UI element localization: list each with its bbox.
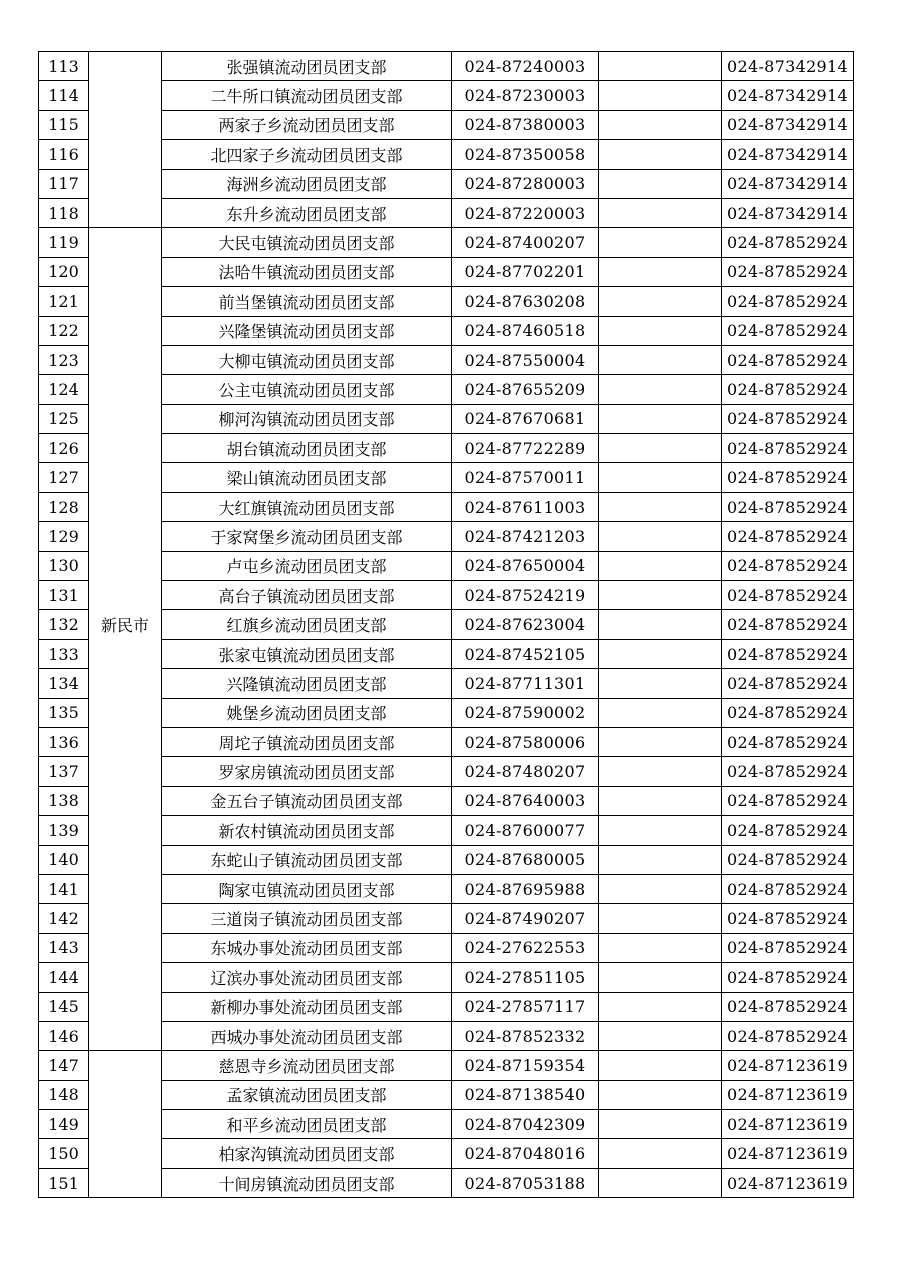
region-cell	[89, 1139, 162, 1168]
blank-cell	[599, 698, 722, 727]
blank-cell	[599, 434, 722, 463]
blank-cell	[599, 81, 722, 110]
region-cell	[89, 963, 162, 992]
branch-phone: 024-87138540	[452, 1080, 599, 1109]
blank-cell	[599, 228, 722, 257]
blank-cell	[599, 669, 722, 698]
branch-phone: 024-87480207	[452, 757, 599, 786]
region-cell	[89, 1110, 162, 1139]
branch-name: 兴隆堡镇流动团员团支部	[162, 316, 452, 345]
branch-name: 公主屯镇流动团员团支部	[162, 375, 452, 404]
blank-cell	[599, 610, 722, 639]
region-cell	[89, 1021, 162, 1050]
region-cell	[89, 874, 162, 903]
branch-name: 胡台镇流动团员团支部	[162, 434, 452, 463]
branch-name: 西城办事处流动团员团支部	[162, 1021, 452, 1050]
branch-phone: 024-87159354	[452, 1051, 599, 1080]
row-number: 115	[39, 110, 89, 139]
table-row	[39, 1021, 854, 1050]
region-cell	[89, 522, 162, 551]
branch-phone: 024-87550004	[452, 345, 599, 374]
branch-name: 慈恩寺乡流动团员团支部	[162, 1051, 452, 1080]
branch-phone: 024-87350058	[452, 140, 599, 169]
branch-phone: 024-87852332	[452, 1021, 599, 1050]
branch-name: 新农村镇流动团员团支部	[162, 816, 452, 845]
row-number: 113	[39, 52, 89, 81]
row-number: 131	[39, 581, 89, 610]
branch-phone: 024-87623004	[452, 610, 599, 639]
branch-phone: 024-87280003	[452, 169, 599, 198]
blank-cell	[599, 581, 722, 610]
branch-phone: 024-27857117	[452, 992, 599, 1021]
blank-cell	[599, 1139, 722, 1168]
contact-phone: 024-87852924	[722, 581, 854, 610]
branch-phone: 024-87655209	[452, 375, 599, 404]
contact-phone: 024-87852924	[722, 786, 854, 815]
row-number: 119	[39, 228, 89, 257]
contact-phone: 024-87852924	[722, 904, 854, 933]
branch-name: 辽滨办事处流动团员团支部	[162, 963, 452, 992]
row-number: 137	[39, 757, 89, 786]
branch-name: 海洲乡流动团员团支部	[162, 169, 452, 198]
region-cell	[89, 257, 162, 286]
region-cell	[89, 639, 162, 668]
table-row	[39, 933, 854, 962]
table-row	[39, 198, 854, 227]
branch-name: 和平乡流动团员团支部	[162, 1110, 452, 1139]
region-cell	[89, 727, 162, 756]
table-body	[39, 52, 854, 1198]
row-number: 133	[39, 639, 89, 668]
branch-phone: 024-87053188	[452, 1168, 599, 1197]
table-row	[39, 287, 854, 316]
row-number: 145	[39, 992, 89, 1021]
blank-cell	[599, 492, 722, 521]
branch-phone: 024-87670681	[452, 404, 599, 433]
branch-phone: 024-87460518	[452, 316, 599, 345]
blank-cell	[599, 786, 722, 815]
region-cell	[89, 404, 162, 433]
branch-phone: 024-87611003	[452, 492, 599, 521]
branch-name: 三道岗子镇流动团员团支部	[162, 904, 452, 933]
blank-cell	[599, 963, 722, 992]
table-row	[39, 816, 854, 845]
row-number: 141	[39, 874, 89, 903]
branch-phone: 024-87240003	[452, 52, 599, 81]
contact-phone: 024-87852924	[722, 669, 854, 698]
table-row	[39, 1139, 854, 1168]
blank-cell	[599, 727, 722, 756]
region-cell	[89, 81, 162, 110]
blank-cell	[599, 169, 722, 198]
table-row	[39, 1080, 854, 1109]
region-cell	[89, 169, 162, 198]
branch-name: 孟家镇流动团员团支部	[162, 1080, 452, 1109]
region-cell	[89, 198, 162, 227]
blank-cell	[599, 816, 722, 845]
row-number: 122	[39, 316, 89, 345]
table-row	[39, 1168, 854, 1197]
region-cell	[89, 698, 162, 727]
row-number: 121	[39, 287, 89, 316]
branch-name: 张强镇流动团员团支部	[162, 52, 452, 81]
region-cell	[89, 492, 162, 521]
branch-phone: 024-87524219	[452, 581, 599, 610]
region-cell	[89, 463, 162, 492]
branch-name: 前当堡镇流动团员团支部	[162, 287, 452, 316]
blank-cell	[599, 639, 722, 668]
region-cell	[89, 551, 162, 580]
contact-phone: 024-87852924	[722, 816, 854, 845]
blank-cell	[599, 522, 722, 551]
contact-phone: 024-87852924	[722, 757, 854, 786]
branch-phone: 024-87680005	[452, 845, 599, 874]
contact-phone: 024-87852924	[722, 845, 854, 874]
contact-phone: 024-87852924	[722, 287, 854, 316]
branch-phone: 024-87048016	[452, 1139, 599, 1168]
table-row	[39, 522, 854, 551]
table-row	[39, 698, 854, 727]
table-row	[39, 639, 854, 668]
table-row	[39, 169, 854, 198]
table-row	[39, 1110, 854, 1139]
blank-cell	[599, 198, 722, 227]
branch-phone: 024-87452105	[452, 639, 599, 668]
contact-phone: 024-87123619	[722, 1168, 854, 1197]
row-number: 126	[39, 434, 89, 463]
region-cell	[89, 375, 162, 404]
row-number: 139	[39, 816, 89, 845]
blank-cell	[599, 375, 722, 404]
region-cell	[89, 581, 162, 610]
branch-phone: 024-87590002	[452, 698, 599, 727]
branch-name: 金五台子镇流动团员团支部	[162, 786, 452, 815]
region-cell: 新民市	[89, 610, 162, 639]
branch-name: 罗家房镇流动团员团支部	[162, 757, 452, 786]
row-number: 146	[39, 1021, 89, 1050]
contact-phone: 024-87852924	[722, 551, 854, 580]
branch-name: 姚堡乡流动团员团支部	[162, 698, 452, 727]
branch-phone: 024-27851105	[452, 963, 599, 992]
row-number: 134	[39, 669, 89, 698]
contact-phone: 024-87852924	[722, 345, 854, 374]
region-cell	[89, 228, 162, 257]
branch-phone: 024-87695988	[452, 874, 599, 903]
contact-phone: 024-87123619	[722, 1139, 854, 1168]
branch-name: 大红旗镇流动团员团支部	[162, 492, 452, 521]
branch-directory-table	[38, 51, 854, 1198]
row-number: 148	[39, 1080, 89, 1109]
blank-cell	[599, 404, 722, 433]
region-cell	[89, 904, 162, 933]
contact-phone: 024-87852924	[722, 1021, 854, 1050]
table-row	[39, 904, 854, 933]
table-row	[39, 345, 854, 374]
row-number: 127	[39, 463, 89, 492]
row-number: 150	[39, 1139, 89, 1168]
branch-name: 卢屯乡流动团员团支部	[162, 551, 452, 580]
row-number: 117	[39, 169, 89, 198]
row-number: 129	[39, 522, 89, 551]
table-row	[39, 375, 854, 404]
row-number: 120	[39, 257, 89, 286]
region-cell	[89, 287, 162, 316]
blank-cell	[599, 904, 722, 933]
branch-name: 东城办事处流动团员团支部	[162, 933, 452, 962]
blank-cell	[599, 1080, 722, 1109]
row-number: 132	[39, 610, 89, 639]
branch-phone: 024-87220003	[452, 198, 599, 227]
branch-name: 大柳屯镇流动团员团支部	[162, 345, 452, 374]
row-number: 140	[39, 845, 89, 874]
row-number: 149	[39, 1110, 89, 1139]
branch-phone: 024-87400207	[452, 228, 599, 257]
branch-phone: 024-87600077	[452, 816, 599, 845]
contact-phone: 024-87852924	[722, 639, 854, 668]
table-row	[39, 404, 854, 433]
branch-name: 红旗乡流动团员团支部	[162, 610, 452, 639]
contact-phone: 024-87123619	[722, 1110, 854, 1139]
contact-phone: 024-87852924	[722, 404, 854, 433]
contact-phone: 024-87852924	[722, 228, 854, 257]
row-number: 118	[39, 198, 89, 227]
branch-name: 梁山镇流动团员团支部	[162, 463, 452, 492]
contact-phone: 024-87852924	[722, 933, 854, 962]
branch-name: 新柳办事处流动团员团支部	[162, 992, 452, 1021]
contact-phone: 024-87342914	[722, 169, 854, 198]
table-row	[39, 228, 854, 257]
branch-name: 高台子镇流动团员团支部	[162, 581, 452, 610]
table-row	[39, 434, 854, 463]
blank-cell	[599, 52, 722, 81]
table-row	[39, 581, 854, 610]
region-cell	[89, 669, 162, 698]
region-cell	[89, 1051, 162, 1080]
table-row	[39, 551, 854, 580]
region-cell	[89, 845, 162, 874]
table-row	[39, 463, 854, 492]
region-cell	[89, 933, 162, 962]
row-number: 130	[39, 551, 89, 580]
branch-phone: 024-87570011	[452, 463, 599, 492]
blank-cell	[599, 345, 722, 374]
blank-cell	[599, 992, 722, 1021]
row-number: 124	[39, 375, 89, 404]
region-cell	[89, 110, 162, 139]
row-number: 138	[39, 786, 89, 815]
table-row	[39, 257, 854, 286]
table-row	[39, 874, 854, 903]
blank-cell	[599, 874, 722, 903]
blank-cell	[599, 1110, 722, 1139]
branch-name: 北四家子乡流动团员团支部	[162, 140, 452, 169]
branch-name: 大民屯镇流动团员团支部	[162, 228, 452, 257]
contact-phone: 024-87342914	[722, 140, 854, 169]
table-row	[39, 140, 854, 169]
table-row	[39, 669, 854, 698]
blank-cell	[599, 1021, 722, 1050]
contact-phone: 024-87852924	[722, 375, 854, 404]
blank-cell	[599, 316, 722, 345]
contact-phone: 024-87852924	[722, 610, 854, 639]
blank-cell	[599, 287, 722, 316]
branch-name: 十间房镇流动团员团支部	[162, 1168, 452, 1197]
table-row	[39, 786, 854, 815]
contact-phone: 024-87123619	[722, 1051, 854, 1080]
region-cell	[89, 1080, 162, 1109]
branch-phone: 024-87042309	[452, 1110, 599, 1139]
branch-name: 柏家沟镇流动团员团支部	[162, 1139, 452, 1168]
blank-cell	[599, 1051, 722, 1080]
branch-name: 法哈牛镇流动团员团支部	[162, 257, 452, 286]
row-number: 136	[39, 727, 89, 756]
contact-phone: 024-87852924	[722, 463, 854, 492]
contact-phone: 024-87852924	[722, 257, 854, 286]
branch-phone: 024-87711301	[452, 669, 599, 698]
region-cell	[89, 786, 162, 815]
blank-cell	[599, 110, 722, 139]
row-number: 128	[39, 492, 89, 521]
table-row	[39, 845, 854, 874]
branch-name: 两家子乡流动团员团支部	[162, 110, 452, 139]
contact-phone: 024-87852924	[722, 434, 854, 463]
row-number: 123	[39, 345, 89, 374]
row-number: 125	[39, 404, 89, 433]
table-row	[39, 52, 854, 81]
table-row	[39, 316, 854, 345]
row-number: 114	[39, 81, 89, 110]
table-row	[39, 1051, 854, 1080]
contact-phone: 024-87852924	[722, 727, 854, 756]
row-number: 116	[39, 140, 89, 169]
region-cell	[89, 992, 162, 1021]
contact-phone: 024-87123619	[722, 1080, 854, 1109]
table-row	[39, 727, 854, 756]
row-number: 144	[39, 963, 89, 992]
branch-phone: 024-87490207	[452, 904, 599, 933]
region-cell	[89, 345, 162, 374]
blank-cell	[599, 463, 722, 492]
blank-cell	[599, 933, 722, 962]
row-number: 143	[39, 933, 89, 962]
table-row	[39, 110, 854, 139]
branch-name: 兴隆镇流动团员团支部	[162, 669, 452, 698]
branch-name: 东蛇山子镇流动团员团支部	[162, 845, 452, 874]
contact-phone: 024-87342914	[722, 52, 854, 81]
branch-name: 东升乡流动团员团支部	[162, 198, 452, 227]
blank-cell	[599, 551, 722, 580]
region-cell	[89, 757, 162, 786]
contact-phone: 024-87852924	[722, 522, 854, 551]
table-row	[39, 492, 854, 521]
blank-cell	[599, 757, 722, 786]
contact-phone: 024-87852924	[722, 698, 854, 727]
branch-name: 柳河沟镇流动团员团支部	[162, 404, 452, 433]
blank-cell	[599, 845, 722, 874]
branch-phone: 024-87630208	[452, 287, 599, 316]
region-cell	[89, 1168, 162, 1197]
contact-phone: 024-87852924	[722, 963, 854, 992]
region-cell	[89, 816, 162, 845]
table-row	[39, 81, 854, 110]
branch-name: 于家窝堡乡流动团员团支部	[162, 522, 452, 551]
row-number: 147	[39, 1051, 89, 1080]
region-cell	[89, 316, 162, 345]
branch-name: 陶家屯镇流动团员团支部	[162, 874, 452, 903]
branch-phone: 024-87230003	[452, 81, 599, 110]
table-row	[39, 757, 854, 786]
blank-cell	[599, 140, 722, 169]
region-cell	[89, 52, 162, 81]
contact-phone: 024-87342914	[722, 198, 854, 227]
branch-name: 张家屯镇流动团员团支部	[162, 639, 452, 668]
branch-phone: 024-87702201	[452, 257, 599, 286]
region-cell	[89, 434, 162, 463]
region-cell	[89, 140, 162, 169]
branch-phone: 024-27622553	[452, 933, 599, 962]
branch-phone: 024-87380003	[452, 110, 599, 139]
table-row	[39, 992, 854, 1021]
table-row	[39, 963, 854, 992]
contact-phone: 024-87342914	[722, 110, 854, 139]
contact-phone: 024-87342914	[722, 81, 854, 110]
branch-name: 周坨子镇流动团员团支部	[162, 727, 452, 756]
row-number: 151	[39, 1168, 89, 1197]
branch-phone: 024-87580006	[452, 727, 599, 756]
branch-phone: 024-87640003	[452, 786, 599, 815]
blank-cell	[599, 257, 722, 286]
table-row	[39, 610, 854, 639]
blank-cell	[599, 1168, 722, 1197]
branch-phone: 024-87650004	[452, 551, 599, 580]
contact-phone: 024-87852924	[722, 992, 854, 1021]
contact-phone: 024-87852924	[722, 316, 854, 345]
row-number: 135	[39, 698, 89, 727]
contact-phone: 024-87852924	[722, 492, 854, 521]
branch-phone: 024-87722289	[452, 434, 599, 463]
branch-name: 二牛所口镇流动团员团支部	[162, 81, 452, 110]
row-number: 142	[39, 904, 89, 933]
contact-phone: 024-87852924	[722, 874, 854, 903]
branch-phone: 024-87421203	[452, 522, 599, 551]
